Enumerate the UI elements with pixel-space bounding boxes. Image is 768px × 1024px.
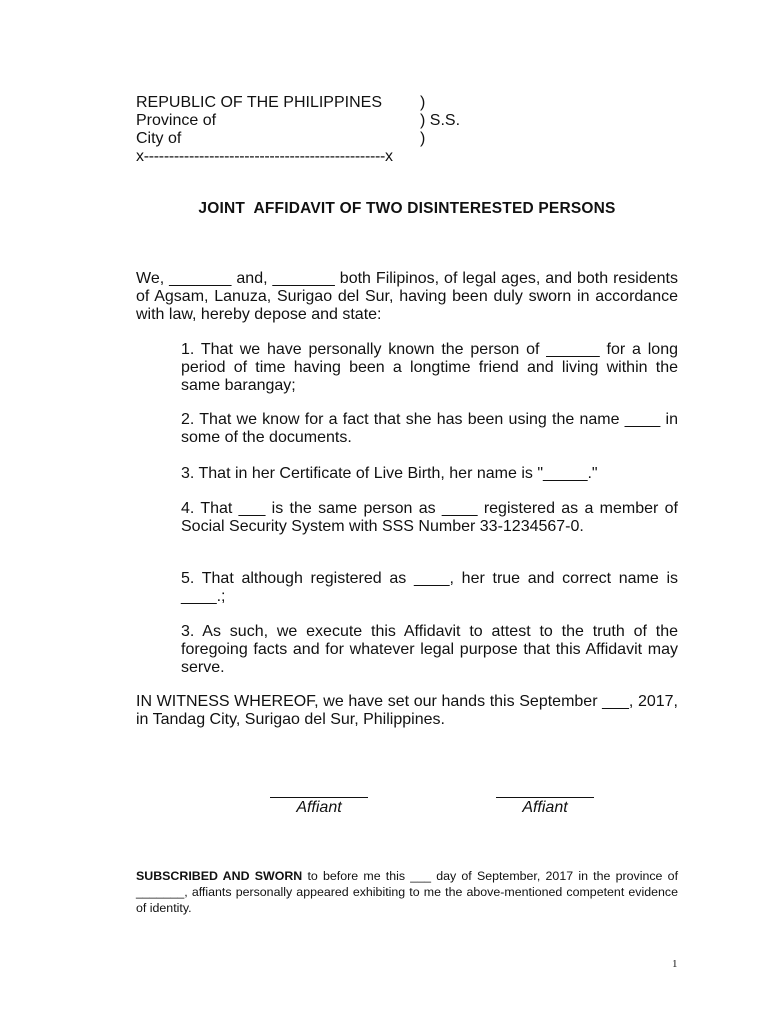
signature-line [270, 784, 368, 798]
jurat-heading: SUBSCRIBED AND SWORN [136, 869, 303, 883]
jurat-paragraph [136, 868, 678, 916]
document-title: JOINT AFFIDAVIT OF TWO DISINTERESTED PERSONS [198, 200, 616, 217]
venue-separator: x------------------------------------------------x [136, 148, 393, 165]
venue-paren: ) [420, 94, 426, 111]
venue-city-label: City of [136, 130, 182, 147]
statement-item-4: 4. That ___ is the same person as ____ registered as a member of Social Security System with SSS Number 33-1234567-0. [181, 500, 678, 535]
statement-item-3: 3. That in her Certificate of Live Birth, her name is "_____." [181, 465, 598, 482]
statement-item-1: 1. That we have personally known the person of ______ for a long period of time having been a longtime friend and living within the same barangay; [181, 341, 678, 394]
signature-label: Affiant [296, 799, 342, 816]
page-number: 1 [672, 958, 678, 970]
venue-row-city [136, 130, 476, 148]
venue-paren: ) [420, 130, 426, 147]
venue-row-republic [136, 94, 476, 112]
witness-paragraph: IN WITNESS WHEREOF, we have set our hands this September ___, 2017, in Tandag City, Surigao del Sur, Philippines. [136, 693, 678, 728]
jurat-text: to before me this ___ day of September, 2017 in the province of _______, affiants personally appeared exhibiting to me the above-mentioned competent evidence of identity. [136, 869, 679, 915]
signature-line [496, 784, 594, 798]
signature-label: Affiant [522, 799, 568, 816]
venue-block [136, 94, 476, 166]
statement-item-5: 5. That although registered as ____, her true and correct name is ____.; [181, 570, 678, 605]
signature-block-affiant-2 [485, 784, 605, 817]
venue-ss-label: ) S.S. [420, 112, 461, 129]
signature-block-affiant-1 [259, 784, 379, 817]
venue-republic-label: REPUBLIC OF THE PHILIPPINES [136, 94, 382, 111]
venue-province-label: Province of [136, 112, 217, 129]
venue-row-province [136, 112, 476, 130]
statement-item-2: 2. That we know for a fact that she has been using the name ____ in some of the documents. [181, 411, 678, 446]
statement-item-6: 3. As such, we execute this Affidavit to attest to the truth of the foregoing facts and for whatever legal purpose that this Affidavit may serve. [181, 623, 678, 676]
intro-paragraph: We, _______ and, _______ both Filipinos, of legal ages, and both residents of Agsam, Lanuza, Surigao del Sur, having been duly sworn in accordance with law, hereby depose and state: [136, 270, 678, 323]
